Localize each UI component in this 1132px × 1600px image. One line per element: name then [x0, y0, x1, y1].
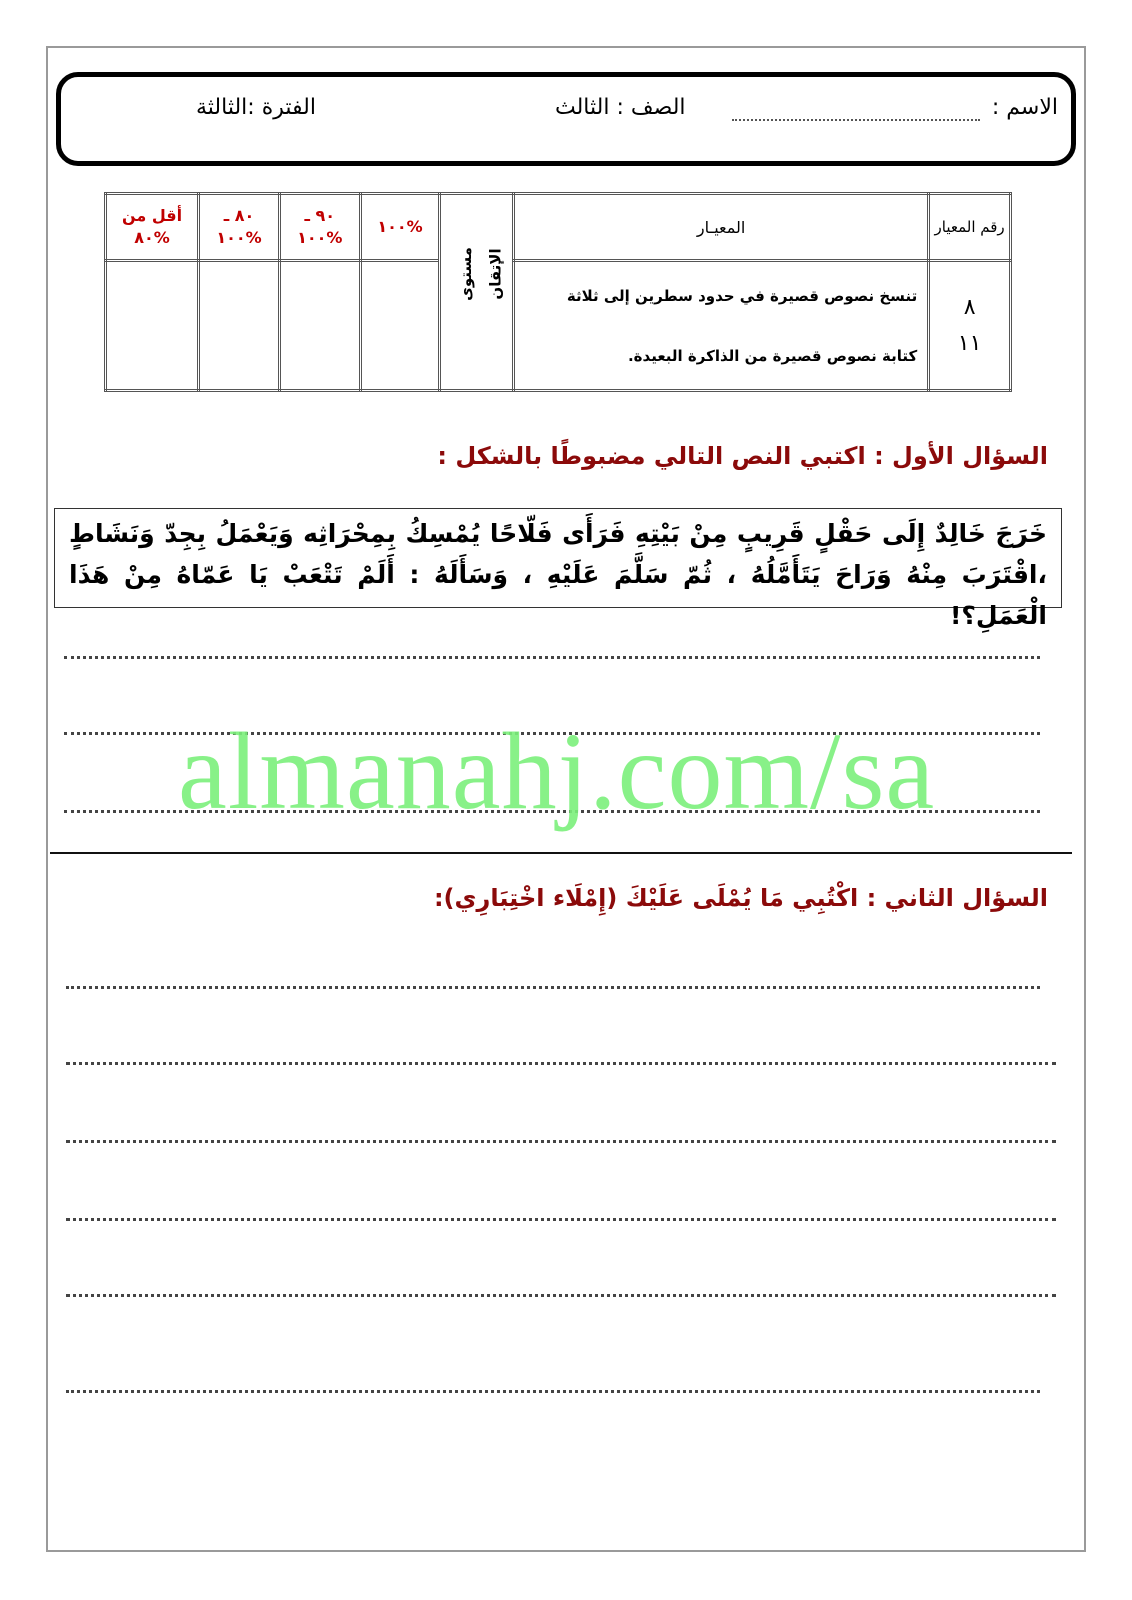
- criterion-numbers: [929, 261, 1011, 391]
- watermark: almanahj.com/sa: [178, 710, 936, 832]
- score-cell-80-100[interactable]: [199, 261, 280, 391]
- section-divider: [50, 852, 1072, 854]
- dictation-line[interactable]: [66, 1294, 1056, 1297]
- dictation-line[interactable]: [66, 986, 1040, 989]
- level-80-100: ٨٠ ـ %١٠٠: [199, 194, 280, 261]
- question-1-title: السؤال الأول : اكتبي النص التالي مضبوطًا بالشكل :: [437, 442, 1048, 470]
- student-name-label: الاسم :: [991, 95, 1058, 120]
- dictation-line[interactable]: [66, 1062, 1056, 1065]
- answer-line[interactable]: [64, 656, 1040, 659]
- criterion-number: ١١: [957, 330, 982, 356]
- score-cell-90-100[interactable]: [279, 261, 360, 391]
- criterion-text: [514, 261, 929, 391]
- grade-label: الصف : الثالث: [555, 95, 686, 120]
- criteria-table: [104, 192, 1012, 392]
- criterion-line: تنسخ نصوص قصيرة في حدود سطرين إلى ثلاثة: [566, 286, 918, 305]
- passage-box: [54, 508, 1062, 630]
- dictation-line[interactable]: [66, 1218, 1056, 1221]
- student-name-field[interactable]: [732, 97, 980, 121]
- term-label: الفترة :الثالثة: [196, 95, 316, 120]
- score-cell-below-80[interactable]: [106, 261, 199, 391]
- criterion-number-header: رقم المعيار: [929, 194, 1011, 261]
- criterion-line: كتابة نصوص قصيرة من الذاكرة البعيدة.: [627, 346, 918, 365]
- level-100: %١٠٠: [360, 194, 440, 261]
- passage-text: خَرَجَ خَالِدٌ إِلَى حَقْلٍ قَرِيبٍ مِنْ بَيْتِهِ فَرَأَى فَلّاحًا يُمْسِكُ بِمِحْرَاثِه وَيَعْمَلُ بِجِدّ وَنَشَاطٍ ،اقْتَرَبَ مِنْهُ وَرَاحَ يَتَأَمَّلُهُ ، ثُمّ سَلَّمَ عَلَيْهِ ، وَسَأَلَهُ : أَلَمْ تَتْعَبْ يَا عَمّاهُ مِنْ هَذَا الْعَمَلِ؟!: [69, 519, 1047, 630]
- mastery-level-header: [440, 194, 514, 391]
- level-label: مستوى: [457, 247, 476, 301]
- criterion-number: ٨: [963, 294, 976, 320]
- criterion-header: المعيـار: [514, 194, 929, 261]
- mastery-label: الإتقان: [487, 248, 505, 300]
- level-below-80: أقل من %٨٠: [106, 194, 199, 261]
- question-2-title: السؤال الثاني : اكْتُبِي مَا يُمْلَى عَلَيْكَ (إِمْلَاء اخْتِبَارِي):: [433, 884, 1048, 912]
- score-cell-100[interactable]: [360, 261, 440, 391]
- level-90-100: ٩٠ ـ %١٠٠: [279, 194, 360, 261]
- dictation-line[interactable]: [66, 1140, 1056, 1143]
- dictation-line[interactable]: [66, 1390, 1040, 1393]
